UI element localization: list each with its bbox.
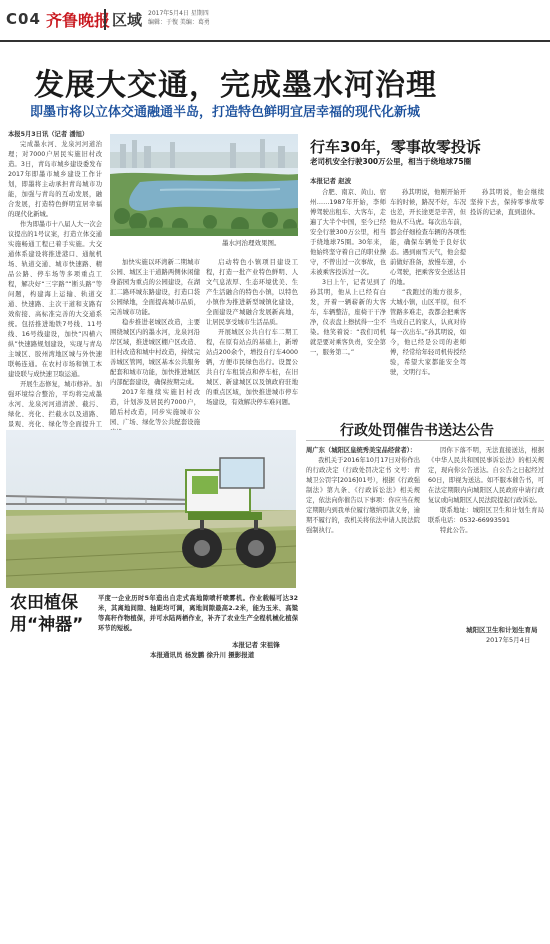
river-photo-caption: 墨水河治理效果图。 [222, 239, 281, 247]
lead-paragraph: 开展生态修复，城市修补。加强环境综合整治，平均将完成墨水河、龙泉河河道清淤、截污、绿化、亮化、拦截水以及道路、景观、亮化、绿化等全面提升工 [8, 381, 102, 428]
lead-column-1 [8, 130, 102, 462]
date-line [148, 9, 210, 27]
lead-paragraph: 稳步推进老城区改造，主要围绕城区内的墨水河，龙泉河沿岸区域，推进城区棚户区改造、旧村改造和城中村改造，持续完善城区管网，城区基本公共服务配套和城市功能，加快推进城区内部配套建设，确保按期完成。 [110, 319, 200, 386]
farm-credit-photographers: 本报通讯员 杨发鹏 徐升川 摄影报道 [150, 651, 255, 659]
farm-caption [98, 594, 298, 636]
lead-paragraph: 加快实施以环湾新二期城市公园、城区主干道路两侧休闲健身游园为重点的公园建设，在湖汇二路环城东路建设，打造口袋公园绿地，全面提高城市品质，完善城市功能。 [110, 259, 200, 316]
section-name: 区域 [104, 9, 142, 30]
lead-paragraph: 开展城区公共自行车二期工程，在原有站点的基础上，新增站点200余个，增投自行车4000辆，方便市民绿色出行。设置公共自行车租赁点和停车桩，在旧城区、新建城区以及镇政府驻地的重点区域，加快推进城市停车场建设，有效解决停车难问题。 [206, 329, 298, 406]
taxi-column-2 [390, 188, 466, 398]
notice-paragraph: 联系地址：城阳区卫生和计划生育局 联系电话：0532-66993591 [428, 507, 544, 524]
taxi-paragraph: 3日上午，记者见到了孙其明，他从上已经有白发，开着一辆崭新的大客车，车辆整洁，座椅干干净净，仪表盘上擦拭得一尘不染。他笑着说：“我们司机就是要对乘客负责，安全第一，服务第二。” [310, 279, 386, 356]
taxi-subhead: 老司机安全行驶300万公里，相当于绕地球75圈 [310, 157, 472, 166]
notice-paragraph: 因你下落不明，无法直接送达，根据《中华人民共和国民事诉讼法》的相关规定，现向你公告送达。自公告之日起经过60日，即视为送达。如不服本催告书，可在法定期限内向城阳区人民政府申请行政复议或向城阳区人民法院提起行政诉讼。 [428, 447, 544, 504]
taxi-paragraph: 孙其明说，他刚开始开车的时候，路况不好，车况也差，开长途更是辛苦，但他从不马虎。每次出车前，都会仔细检查车辆的各项性能，确保车辆处于良好状态。遇到雨雪天气，他会提前做好准备，放慢车速，小心驾驶，把乘客安全送达目的地。 [390, 189, 466, 286]
notice-column-2 [428, 446, 544, 624]
farm-headline [10, 592, 83, 636]
notice-addressee: 周广东（城阳区皇统秀美宝品经营者）： [306, 447, 417, 454]
lead-paragraph: 完成墨水河、龙泉河河道治理；对7000户居民实施旧村改造。3日，青岛市城乡建设委发布2017年即墨市城乡建设工作计划，即墨将主动承担青岛城市功能，加强与青岛的互动发展，融合发展，打造特色鲜明宜居幸福的现代化新城。 [8, 141, 102, 218]
notice-date: 2017年5月4日 [486, 636, 531, 644]
lead-paragraph: 启动特色小镇项目建设工程，打造一批产业特色鲜明、人文气息浓厚、生态环境优美、生产生活融合的特色小镇，以特色小镇作为推进新型城镇化建设，全面建设产城融合发展新高地，让居民享受城市生活品质。 [206, 259, 298, 326]
farm-credit-reporter: 本报记者 宋祖锋 [232, 641, 280, 649]
newspaper-logo: 齐鲁晚报 [46, 11, 111, 30]
notice-signature: 城阳区卫生和计划生育局 [466, 626, 538, 634]
farm-headline-line-1: 农田植保 [10, 593, 78, 613]
notice-paragraph: 我机关于2016年10月17日对你作出的行政决定（行政处罚决定书 文号：青城卫公罚字[2016]01号），根据《行政强制法》第九条、《行政诉讼法》相关规定，依法向你催告以下事项：你应当在规定期限内到我单位履行缴纳罚款义务，逾期不履行的，我机关将依法申请人民法院强制执行。 [306, 457, 420, 534]
notice-paragraph: 特此公告。 [440, 527, 472, 534]
notice-divider [306, 440, 544, 441]
notice-title: 行政处罚催告书送达公告 [340, 423, 494, 439]
lead-paragraph: 2017年继续实施旧村改造，计划涉及居民约7000户，随后村改造，同步实施城市公园、广场、绿化等公共配套设施 [110, 389, 200, 426]
editor-credits: 编辑：于復 美编：葛勇 [148, 19, 210, 26]
lead-byline: 本报5月3日讯（记者 潘旭） [8, 131, 89, 138]
lead-paragraph: 作为即墨市十八届人大一次会议提出的1号议案，打造立体交通实施畅通工程已着手实施。大交通体系建设将推进港口、通航机场、轨道交通、城市快速路、精品公路、停车场等多项重点工程，解决好“三字路”“断头路”等问题，构建海上运输、轨道交通、快速路、主次干道和支路有效衔接、高标准完善的大交通系统。包括推进地铁7号线、11号线、16号线建设，加快“四横六纵”快速路规划建设，实现与青岛主城区、胶州湾地区城与外快速联畅连通。在农村市场和镇工本建设联与成快速卫取运通。 [8, 221, 102, 378]
taxi-column-1 [310, 188, 386, 398]
sprayer-machine-photo [6, 430, 296, 588]
taxi-paragraph: “我跑过的地方很多，大城小镇，山区平原，但不管路多难走，我都会把乘客当成自己的家人，认真对待每一次出车。”孙其明说，如今，他已经是公司的老师傅，经常给年轻司机传授经验，希望大家都能安全驾驶，文明行车。 [390, 289, 466, 376]
masthead-rule [0, 40, 550, 42]
taxi-byline: 本报记者 赵波 [310, 177, 352, 185]
lead-headline: 发展大交通，完成墨水河治理 [34, 68, 437, 103]
farm-headline-line-2: 用“神器” [10, 615, 84, 635]
taxi-paragraph: 合肥、南京、黄山、宿州……1987年开始，李师傅驾驶出租车、大客车，走遍了大半个中国，至今已经安全行驶300万公里，相当于绕地球75圈。30年来，他始终坚守着自己的职业操守，不曾出过一次事故，也未被乘客投诉过一次。 [310, 189, 386, 276]
notice-column-1 [306, 446, 420, 646]
lead-subhead: 即墨市将以立体交通融通半岛，打造特色鲜明宜居幸福的现代化新城 [30, 105, 421, 120]
issue-date: 2017年5月4日 星期四 [148, 10, 209, 17]
taxi-paragraph: 孙其明说，他会继续坚持下去，保持零事故零投诉的记录，直到退休。 [470, 189, 544, 216]
taxi-headline: 行车30年，零事故零投诉 [310, 138, 481, 156]
farm-caption-text: 平度一企业历时5年造出自走式高地隙喷杆喷雾机。作业载幅可达32米，其离地间隙、轴距均可调，离地间隙最高2.2米，能为玉米、高粱等高秆作物植保，并可水陆两栖作业，补齐了农业生产全程机械化植保环节的短板。 [98, 595, 298, 632]
taxi-column-3 [470, 188, 544, 398]
page-number: C04 [6, 10, 41, 28]
masthead [0, 0, 550, 42]
river-rendering-photo [110, 134, 298, 236]
